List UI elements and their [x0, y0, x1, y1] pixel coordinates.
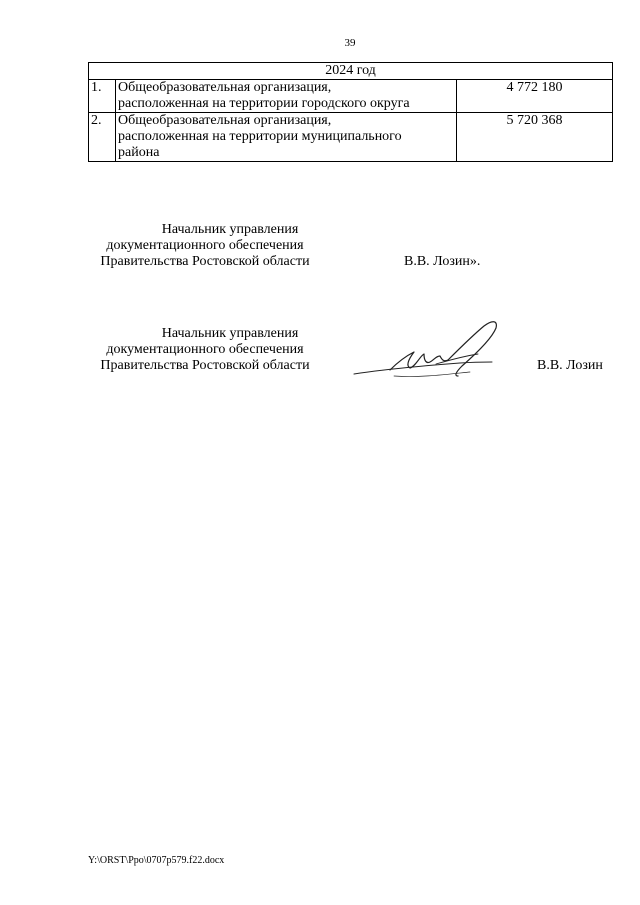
page-number: 39 [344, 37, 356, 49]
row-number: 1. [89, 80, 116, 113]
table-row [89, 113, 613, 162]
row-name [116, 113, 457, 162]
row-number: 2. [89, 113, 116, 162]
amounts-table [88, 62, 613, 162]
signatory-name: В.В. Лозин». [404, 254, 481, 269]
table-row [89, 80, 613, 113]
signature-title-block [60, 222, 350, 270]
position-title: Начальник управления [161, 222, 299, 237]
row-name-line: Общеобразовательная организация, [118, 80, 332, 95]
row-value: 4 772 180 [457, 80, 613, 113]
position-department: документационного обеспечения [106, 342, 304, 357]
table-year-row [89, 63, 613, 80]
signature-title-block [60, 326, 350, 374]
row-name-line: расположенная на территории муниципального [118, 129, 402, 144]
position-organization: Правительства Ростовской области [100, 254, 310, 269]
row-name-line: Общеобразовательная организация, [118, 113, 332, 128]
signatory-name: В.В. Лозин [537, 358, 603, 373]
handwritten-signature [350, 316, 510, 384]
row-name [116, 80, 457, 113]
position-organization: Правительства Ростовской области [100, 358, 310, 373]
position-department: документационного обеспечения [106, 238, 304, 253]
year-header: 2024 год [89, 63, 613, 80]
row-name-line: расположенная на территории городского округа [118, 96, 410, 111]
row-name-line: района [118, 145, 160, 160]
row-value: 5 720 368 [457, 113, 613, 162]
file-path: Y:\ORST\Ppo\0707p579.f22.docx [88, 855, 225, 866]
position-title: Начальник управления [161, 326, 299, 341]
